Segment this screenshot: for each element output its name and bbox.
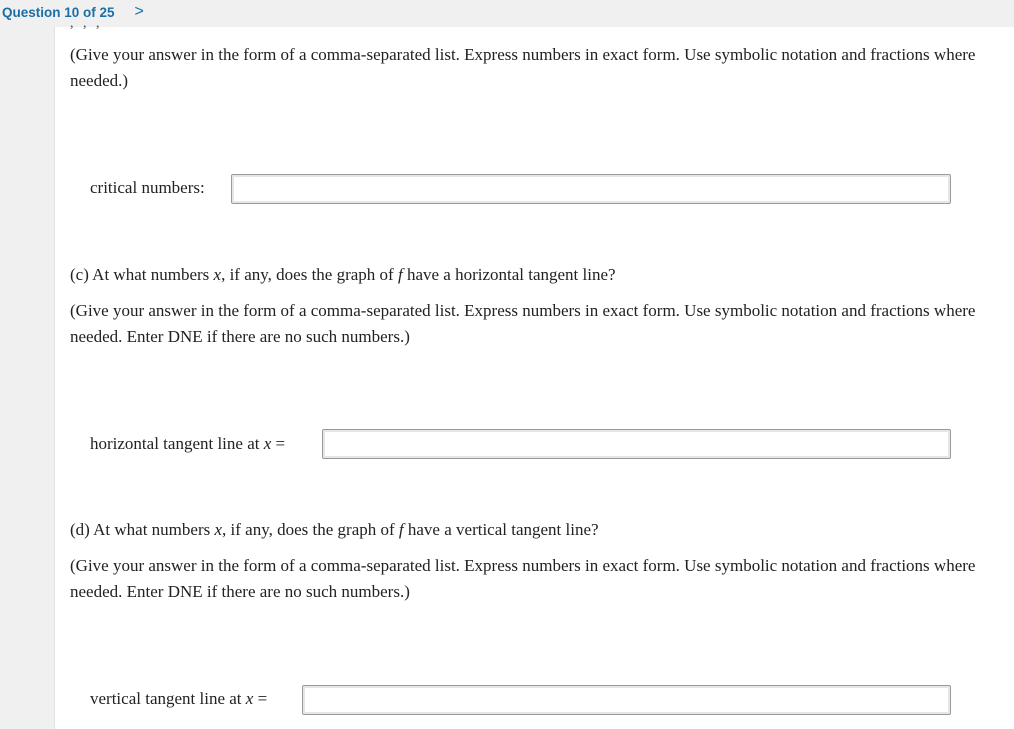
horizontal-tangent-input[interactable] [322,429,951,459]
part-c-question: (c) At what numbers x, if any, does the graph of f have a horizontal tangent line? [70,265,616,284]
cut-off-text: , , , [70,16,103,31]
var-f: f [397,265,403,284]
part-b-instructions: (Give your answer in the form of a comma-separated list. Express numbers in exact form. Use symbolic notation and fractions where needed.) [70,45,976,90]
critical-numbers-label: critical numbers: [90,178,205,197]
part-d-instructions: (Give your answer in the form of a comma-separated list. Express numbers in exact form. Use symbolic notation and fractions where needed. Enter DNE if there are no such numbers.) [70,556,976,601]
vertical-tangent-input[interactable] [302,685,951,715]
left-gutter [0,27,55,729]
var-x: x [214,520,223,539]
critical-numbers-input[interactable] [231,174,951,204]
top-bar [0,0,1014,27]
var-x: x [213,265,222,284]
question-counter[interactable]: Question 10 of 25 [2,4,115,20]
vertical-tangent-label: vertical tangent line at x = [90,689,268,708]
var-f: f [398,520,404,539]
chevron-right-icon[interactable]: > [134,3,144,20]
horizontal-tangent-label: horizontal tangent line at x = [90,434,286,453]
part-c-instructions: (Give your answer in the form of a comma-separated list. Express numbers in exact form. Use symbolic notation and fractions where needed. Enter DNE if there are no such numbers.) [70,301,976,346]
part-d-question: (d) At what numbers x, if any, does the graph of f have a vertical tangent line? [70,520,599,539]
